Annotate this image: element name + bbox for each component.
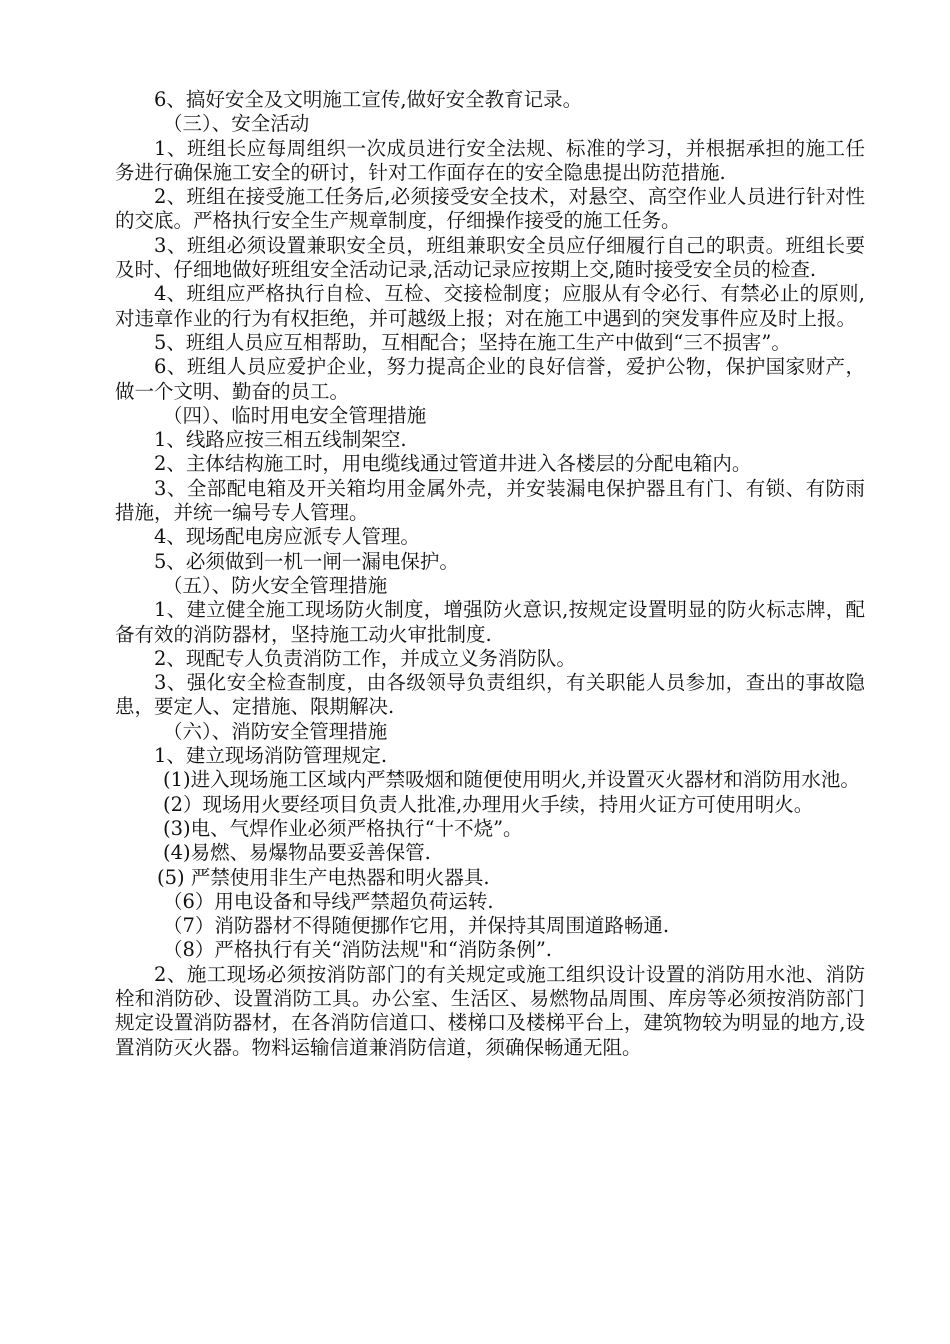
document-body xyxy=(115,88,865,1060)
paragraph: 2、现配专人负责消防工作，并成立义务消防队。 xyxy=(154,646,576,670)
paragraph: 2、班组在接受施工任务后,必须接受安全技术，对悬空、高空作业人员进行针对性的交底。严格执行安全生产规章制度，仔细操作接受的施工任务。 xyxy=(115,185,865,233)
sub-item: （8）严格执行有关“消防法规"和“消防条例”. xyxy=(163,938,552,962)
section-heading-6: （六）、消防安全管理措施 xyxy=(163,719,388,743)
sub-item: (2）现场用火要经项目负责人批准,办理用火手续，持用火证方可使用明火。 xyxy=(163,792,814,816)
paragraph: 6、班组人员应爱护企业，努力提高企业的良好信誉，爱护公物，保护国家财产，做一个文明、勤奋的员工。 xyxy=(115,355,865,403)
paragraph: 5、班组人员应互相帮助，互相配合；坚持在施工生产中做到“三不损害”。 xyxy=(154,330,791,354)
paragraph: 1、线路应按三相五线制架空. xyxy=(154,428,407,452)
section-heading-4: （四）、临时用电安全管理措施 xyxy=(163,403,427,427)
section-heading-3: （三）、安全活动 xyxy=(163,112,310,136)
paragraph: 3、强化安全检查制度，由各级领导负责组织，有关职能人员参加，查出的事故隐患，要定人、定措施、限期解决. xyxy=(115,671,865,719)
paragraph: 1、班组长应每周组织一次成员进行安全法规、标准的学习，并根据承担的施工任务进行确保施工安全的研讨，针对工作面存在的安全隐患提出防范措施. xyxy=(115,136,865,184)
paragraph: 6、搞好安全及文明施工宣传,做好安全教育记录。 xyxy=(154,88,583,111)
paragraph: 2、主体结构施工时，用电缆线通过管道井进入各楼层的分配电箱内。 xyxy=(154,452,752,476)
sub-item: (1)进入现场施工区域内严禁吸烟和随便使用明火,并设置灭火器材和消防用水池。 xyxy=(163,768,860,792)
section-heading-5: （五）、防火安全管理措施 xyxy=(163,573,388,597)
sub-item: （6）用电设备和导线严禁超负荷运转. xyxy=(163,889,494,913)
sub-item: (4)易燃、易爆物品要妥善保管. xyxy=(163,841,431,865)
paragraph: 3、全部配电箱及开关箱均用金属外壳，并安装漏电保护器且有门、有锁、有防雨措施，并统一编号专人管理。 xyxy=(115,476,865,525)
paragraph: 3、班组必须设置兼职安全员，班组兼职安全员应仔细履行自己的职责。班组长要及时、仔细地做好班组安全活动记录,活动记录应按期上交,随时接受安全员的检查. xyxy=(115,233,865,282)
paragraph: 4、班组应严格执行自检、互检、交接检制度；应服从有令必行、有禁必止的原则,对违章作业的行为有权拒绝，并可越级上报；对在施工中遇到的突发事件应及时上报。 xyxy=(115,282,865,330)
sub-item: （7）消防器材不得随便挪作它用，并保持其周围道路畅通. xyxy=(163,914,670,938)
sub-item: (5) 严禁使用非生产电热器和明火器具. xyxy=(157,865,490,889)
sub-item: (3)电、气焊作业必须严格执行“十不烧”。 xyxy=(163,816,523,840)
paragraph: 1、建立健全施工现场防火制度，增强防火意识,按规定设置明显的防火标志牌，配备有效的消防器材，坚持施工动火审批制度. xyxy=(115,598,865,646)
paragraph: 5、必须做到一机一闸一漏电保护。 xyxy=(154,549,459,573)
paragraph: 4、现场配电房应派专人管理。 xyxy=(154,525,420,549)
paragraph: 2、施工现场必须按消防部门的有关规定或施工组织设计设置的消防用水池、消防栓和消防砂、设置消防工具。办公室、生活区、易燃物品周围、库房等必须按消防部门规定设置消防器材，在各消防信道口、楼梯口及楼梯平台上，建筑物较为明显的地方,设置消防灭火器。物料运输信道兼消防信道，须确保畅通无阻。 xyxy=(115,962,865,1059)
paragraph: 1、建立现场消防管理规定. xyxy=(154,744,388,768)
